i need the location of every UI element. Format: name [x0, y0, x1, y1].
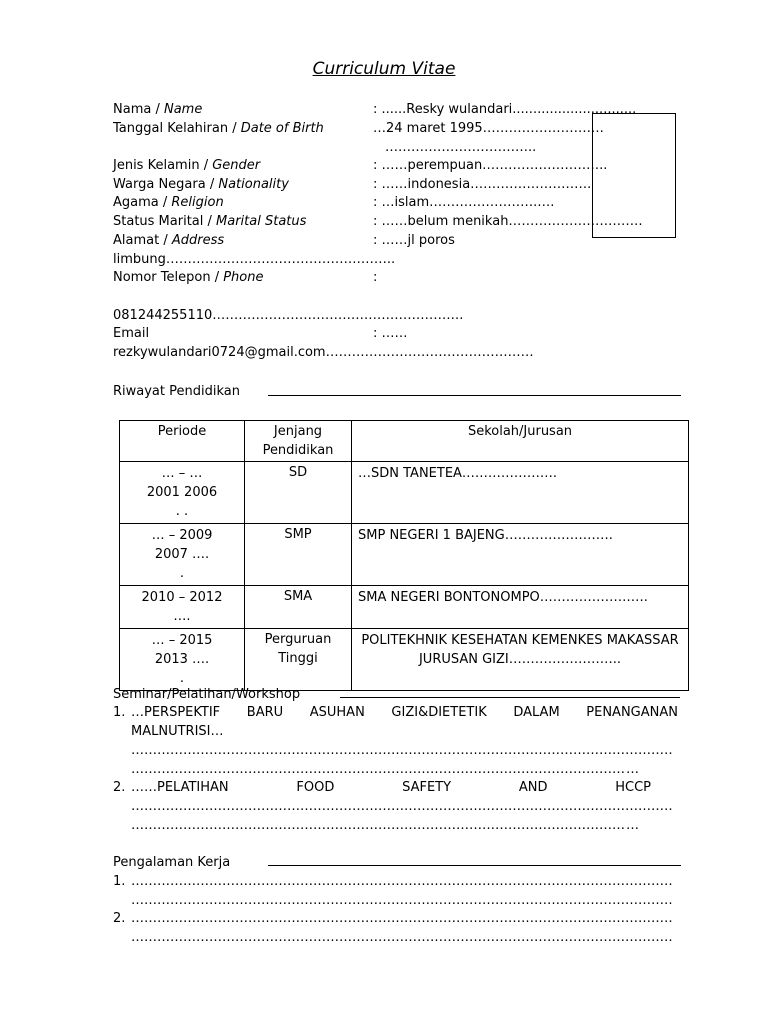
seminar-item-1: …PERSPEKTIF BARU ASUHAN GIZI&DIETETIK DALAM PENANGANAN — [131, 705, 678, 720]
cell-periode: … – 2009 2007 …. . — [120, 524, 245, 586]
cell-periode: … – … 2001 2006 . . — [120, 462, 245, 524]
value-marital: : ……belum menikah…………………………. — [373, 214, 643, 229]
col-header-jenjang: Jenjang Pendidikan — [245, 421, 352, 462]
label-address: Alamat / Address — [113, 233, 225, 248]
table-row — [120, 586, 689, 629]
education-table — [119, 420, 689, 691]
work-heading: Pengalaman Kerja — [113, 855, 231, 870]
table-header-row — [120, 421, 689, 462]
seminar-item-2-dots — [131, 799, 674, 815]
cell-level: SMA — [245, 586, 352, 629]
seminar-heading: Seminar/Pelatihan/Workshop — [113, 687, 301, 702]
seminar-item-2-dots-end: … — [626, 818, 639, 833]
seminar-item-2-dots — [131, 818, 626, 834]
value-gender: : ……perempuan……………………….. — [373, 158, 608, 173]
cell-school: SMA NEGERI BONTONOMPO……………………. — [352, 586, 689, 629]
work-item-2-dots — [131, 930, 674, 946]
cell-school: POLITEKHNIK KESEHATAN KEMENKES MAKASSAR JURUSAN GIZI…………………….. — [352, 629, 689, 691]
col-header-sekolah: Sekolah/Jurusan — [352, 421, 689, 462]
page-title: Curriculum Vitae — [312, 59, 456, 79]
seminar-item-1-line2: MALNUTRISI… — [131, 724, 224, 739]
label-email: Email — [113, 326, 150, 341]
value-phone: 081244255110…………………………………………………. — [113, 308, 464, 323]
value-dob-cont: …………………………….. — [385, 140, 537, 155]
value-nationality: : ……indonesia………………………. — [373, 177, 592, 192]
seminar-item-2-num: 2. — [113, 780, 126, 795]
work-item-2-dots — [131, 911, 674, 927]
label-religion: Agama / Religion — [113, 195, 224, 210]
cell-level: SD — [245, 462, 352, 524]
cell-periode: … – 2015 2013 …. . — [120, 629, 245, 691]
seminar-item-1-dots — [131, 743, 674, 759]
cell-school: …SDN TANETEA…………………. — [352, 462, 689, 524]
label-name: Nama / Name — [113, 102, 203, 117]
seminar-item-1-num: 1. — [113, 705, 126, 720]
value-name: : ......Resky wulandari.............................. — [373, 102, 637, 117]
value-dob: …24 maret 1995………………………. — [373, 121, 604, 136]
label-gender: Jenis Kelamin / Gender — [113, 158, 261, 173]
value-email: rezkywulandari0724@gmail.com………………………………………… — [113, 345, 534, 360]
col-header-periode: Periode — [120, 421, 245, 462]
label-dob: Tanggal Kelahiran / Date of Birth — [113, 121, 324, 136]
value-religion: : …islam…………………….…. — [373, 195, 555, 210]
label-marital: Status Marital / Marital Status — [113, 214, 307, 229]
work-item-2-num: 2. — [113, 911, 126, 926]
label-nationality: Warga Negara / Nationality — [113, 177, 289, 192]
label-phone: Nomor Telepon / Phone — [113, 270, 264, 285]
table-row — [120, 629, 689, 691]
table-row — [120, 462, 689, 524]
table-row — [120, 524, 689, 586]
seminar-heading-rule — [340, 697, 680, 698]
education-heading-rule — [268, 395, 681, 396]
cell-level: Perguruan Tinggi — [245, 629, 352, 691]
work-item-1-num: 1. — [113, 874, 126, 889]
seminar-item-1-dots — [131, 762, 626, 778]
seminar-item-2: ……PELATIHAN FOOD SAFETY AND HCCP — [131, 780, 651, 795]
value-address-cont: limbung…………………………………………….. — [113, 252, 396, 267]
seminar-item-1-dots-end: … — [626, 762, 639, 777]
cell-periode: 2010 – 2012 …. — [120, 586, 245, 629]
work-item-1-dots — [131, 893, 674, 909]
education-heading: Riwayat Pendidikan — [113, 384, 240, 399]
value-email-colon: : …… — [373, 326, 408, 341]
cell-level: SMP — [245, 524, 352, 586]
cell-school: SMP NEGERI 1 BAJENG……………………. — [352, 524, 689, 586]
value-phone-colon: : — [373, 270, 378, 285]
work-heading-rule — [268, 865, 681, 866]
work-item-1-dots — [131, 874, 674, 890]
value-address: : ……jl poros — [373, 233, 455, 248]
